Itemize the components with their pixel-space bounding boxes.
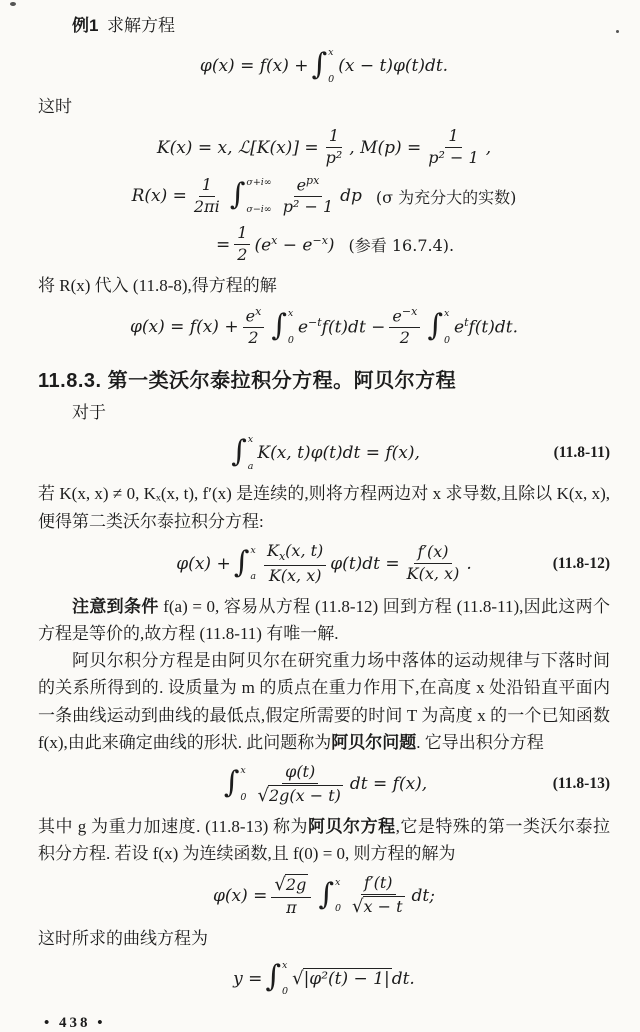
integral: ∫ x 0 xyxy=(311,46,335,85)
integral-icon: ∫ xyxy=(318,876,334,912)
example-title: 求解方程 xyxy=(106,16,175,35)
math-text: dt = f(x), xyxy=(349,774,428,795)
equation-example xyxy=(38,46,610,86)
integral: ∫ x 0 xyxy=(223,765,247,803)
abel-paragraph: 阿贝尔积分方程是由阿贝尔在研究重力场中落体的运动规律与下落时间的关系所得到的. 设质量为 m 的质点在重力作用下,在高度 x 处沿铅直平面内一条曲线运动到曲线的最低点,假定所需要的时间 T 为高度 x 的一个已知函数 f(x),由此来确定曲线的形状. 此问题称为阿贝尔问题. 它导出积分方程 xyxy=(38,651,610,752)
radical-icon: √ xyxy=(257,784,269,806)
equation-11-8-13 xyxy=(38,763,610,806)
gravity-paragraph: 其中 g 为重力加速度. (11.8-13) 称为阿贝尔方程,它是特殊的第一类沃尔泰拉积分方程. 若设 f(x) 为连续函数,且 f(0) = 0, 则方程的解为 xyxy=(38,817,611,864)
note-emphasis: 注意到条件 xyxy=(72,596,159,616)
equation-11-8-12 xyxy=(38,542,610,586)
equation-abel-solution xyxy=(38,874,610,917)
curve-line: 这时所求的曲线方程为 xyxy=(38,928,208,948)
fraction: $\frac{1}{\text{p² − 1}}$ xyxy=(428,126,479,168)
fraction: $\frac{f'(x)}{K(x, x)}$ xyxy=(406,542,460,584)
section-heading: 11.8.3. 第一类沃尔泰拉积分方程。阿贝尔方程 xyxy=(38,370,457,393)
equation-note: (σ 为充分大的实数) xyxy=(375,187,517,207)
note-paragraph: 注意到条件 f(a) = 0, 容易从方程 (11.8-12) 回到方程 (11.8-11),因此这两个方程是等价的,故方程 (11.8-11) 有唯一解. xyxy=(38,596,610,643)
math-text: = xyxy=(216,234,231,255)
math-text: y = xyxy=(233,968,263,989)
fraction: f′(t) √x − t xyxy=(352,873,403,918)
math-text: , M(p) = xyxy=(349,137,422,158)
scan-artifact xyxy=(616,30,619,33)
integral: ∫ x a xyxy=(233,544,256,583)
math-text: φ(x) = f(x) + xyxy=(199,56,309,77)
equation-curve: y = ∫ x 0 √ |φ²(t) − 1| dt. xyxy=(233,959,415,998)
integral-icon: ∫ xyxy=(427,307,443,343)
equation-11-8-11 xyxy=(38,433,610,473)
integral-icon: ∫ xyxy=(311,46,328,82)
math-text: dt. xyxy=(391,968,415,989)
equation-note: (参看 16.7.4). xyxy=(348,236,455,256)
integral: ∫ x 0 xyxy=(271,307,294,346)
substitute-line: 将 R(x) 代入 (11.8-8),得方程的解 xyxy=(38,275,277,295)
example-heading xyxy=(38,12,610,39)
equation-kernel-transform xyxy=(38,127,610,168)
equation-resolvent-integral xyxy=(38,175,610,217)
math-text: dt; xyxy=(411,885,435,906)
math-text: K(x) = x, ℒ[K(x)] = xyxy=(156,137,319,158)
radical-icon: √ xyxy=(352,896,364,918)
fraction: φ(t) √2g(x − t) xyxy=(257,761,341,806)
math-text: (x − t)φ(t)dt. xyxy=(338,56,449,77)
condition-paragraph: 若 K(x, x) ≠ 0, Kₓ(x, t), f′(x) 是连续的,则将方程两边对 x 求导数,且除以 K(x, x), 便得第二类沃尔泰拉积分方程: xyxy=(38,484,610,531)
radical-icon: √ xyxy=(292,968,304,990)
math-text: , xyxy=(485,137,492,158)
integral-icon: ∫ xyxy=(223,765,240,801)
integral-icon: ∫ xyxy=(265,959,282,995)
abel-equation-emphasis: 阿贝尔方程 xyxy=(308,817,396,837)
integral: ∫ x 0 xyxy=(318,876,342,915)
integral: ∫ σ+i∞ σ−i∞ xyxy=(229,176,272,215)
fraction: $\frac{√2g}{\pi}$ xyxy=(271,874,311,917)
fraction: $\frac{1}{2}$ xyxy=(234,224,250,265)
fraction: $\frac{e^x}{2}$ xyxy=(243,306,265,348)
scan-artifact xyxy=(10,2,16,6)
math-text: φ(x) = f(x) + xyxy=(129,317,239,338)
for-label: 对于 xyxy=(72,403,106,423)
equation-resolvent-result xyxy=(38,224,610,265)
math-text: φ(x) = xyxy=(213,885,268,906)
fraction: $K_x(x$, t) K(x, x) xyxy=(264,542,326,586)
math-text: $(e^x - e^{-x})$ xyxy=(254,233,335,256)
math-text: $e^{-t}f(t)dt$ − xyxy=(297,316,386,338)
integral-icon: ∫ xyxy=(271,307,287,343)
fraction: $\frac{1}{\text{p²}}$ xyxy=(325,126,343,168)
radical-icon: √ xyxy=(274,874,286,896)
integral: ∫ x a xyxy=(231,434,254,472)
math-text: R(x) = xyxy=(131,186,187,207)
integral-icon: ∫ xyxy=(229,176,246,212)
math-text: . xyxy=(466,553,472,574)
abel-problem-emphasis: 阿贝尔问题 xyxy=(331,732,417,752)
equation-tag: (11.8-11) xyxy=(553,444,610,462)
example-label: 例1 xyxy=(72,16,99,35)
integral: ∫ x 0 xyxy=(427,307,450,346)
math-text: φ(t)dt = xyxy=(330,553,400,574)
math-text: K(x, t)φ(t)dt = f(x), xyxy=(257,443,420,464)
fraction: $\frac{e^{-x}}{2}$ xyxy=(389,306,420,348)
math-text: $e^tf(t)dt$. xyxy=(454,316,518,338)
equation-tag: (11.8-12) xyxy=(552,554,610,572)
integral-icon: ∫ xyxy=(231,434,247,470)
fraction: $e^{px}$ p² − 1 xyxy=(282,174,334,217)
integral-icon: ∫ xyxy=(233,544,250,580)
page-number: • 438 • xyxy=(44,1014,106,1031)
equation-solution-example xyxy=(38,306,610,348)
math-text: φ(x) + xyxy=(176,553,231,574)
fraction: $\frac{1}{2\pi i}$ xyxy=(193,174,220,216)
then-label: 这时 xyxy=(38,97,72,117)
integral: ∫ x 0 xyxy=(265,959,289,998)
equation-tag: (11.8-13) xyxy=(552,775,610,793)
math-text: dp xyxy=(340,186,362,207)
